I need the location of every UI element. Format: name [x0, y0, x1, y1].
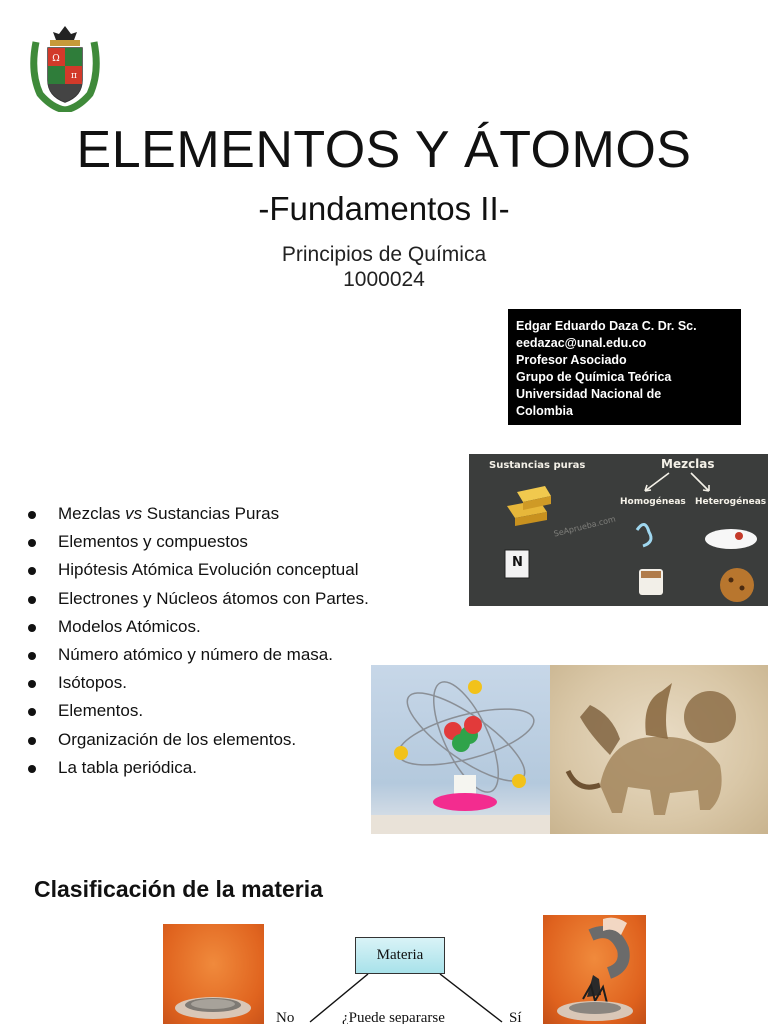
university-seal-logo: [26, 22, 104, 112]
topic-item: La tabla periódica.: [26, 754, 466, 782]
chalk-mixtures-label: Mezclas: [661, 457, 715, 471]
topic-item: Mezclas vs Sustancias Puras: [26, 500, 466, 528]
chalk-pure-label: Sustancias puras: [489, 460, 586, 471]
chimera-engraving-image: [550, 665, 768, 834]
mixtures-chalkboard-image: [469, 454, 768, 606]
chimera-illustration: [550, 665, 768, 834]
sample-dish-illustration: [163, 924, 264, 1024]
topic-item: Isótopos.: [26, 669, 466, 697]
topic-item: Modelos Atómicos.: [26, 613, 466, 641]
course-info: [0, 242, 768, 292]
topic-item: Número atómico y número de masa.: [26, 641, 466, 669]
magnet-separation-photo: [543, 915, 646, 1024]
author-university: Universidad Nacional de: [516, 387, 662, 401]
magnet-illustration: [543, 915, 646, 1024]
chalk-element-symbol: N: [512, 555, 523, 570]
diagram-question: ¿Puede separarse: [342, 1010, 445, 1024]
author-info-box: [508, 309, 741, 425]
topic-item: Elementos y compuestos: [26, 528, 466, 556]
course-name: Principios de Química: [281, 243, 487, 266]
diagram-no-label: No: [276, 1010, 295, 1024]
chalk-watermark: SeApruebа.com: [552, 514, 617, 539]
svg-text:Ω: Ω: [52, 54, 60, 64]
chalk-drawings: [469, 454, 768, 606]
course-code: 1000024: [343, 268, 425, 291]
author-country: Colombia: [516, 404, 573, 418]
topic-item: Hipótesis Atómica Evolución conceptual: [26, 556, 466, 584]
author-email: eedazac@unal.edu.co: [516, 336, 647, 350]
diagram-root-node: Materia: [355, 937, 445, 974]
author-name: Edgar Eduardo Daza C. Dr. Sc.: [516, 319, 697, 333]
mixture-sample-photo: [163, 924, 264, 1024]
atom-model-illustration: [371, 665, 550, 834]
presentation-subtitle: -Fundamentos II-: [258, 190, 510, 227]
presentation-title: ELEMENTOS Y ÁTOMOS: [76, 121, 692, 179]
svg-text:π: π: [71, 71, 77, 81]
topic-item: Elementos.: [26, 697, 466, 725]
chalk-heterogeneous-label: Heterogéneas: [695, 497, 767, 507]
topic-item: Electrones y Núcleos átomos con Partes.: [26, 585, 466, 613]
author-position: Profesor Asociado: [516, 353, 627, 367]
atom-model-photo: [371, 665, 550, 834]
topic-item: Organización de los elementos.: [26, 726, 466, 754]
author-group: Grupo de Química Teórica: [516, 370, 672, 384]
section-heading: Clasificación de la materia: [34, 876, 323, 902]
diagram-yes-label: Sí: [509, 1010, 522, 1024]
chalk-homogeneous-label: Homogéneas: [620, 497, 686, 507]
